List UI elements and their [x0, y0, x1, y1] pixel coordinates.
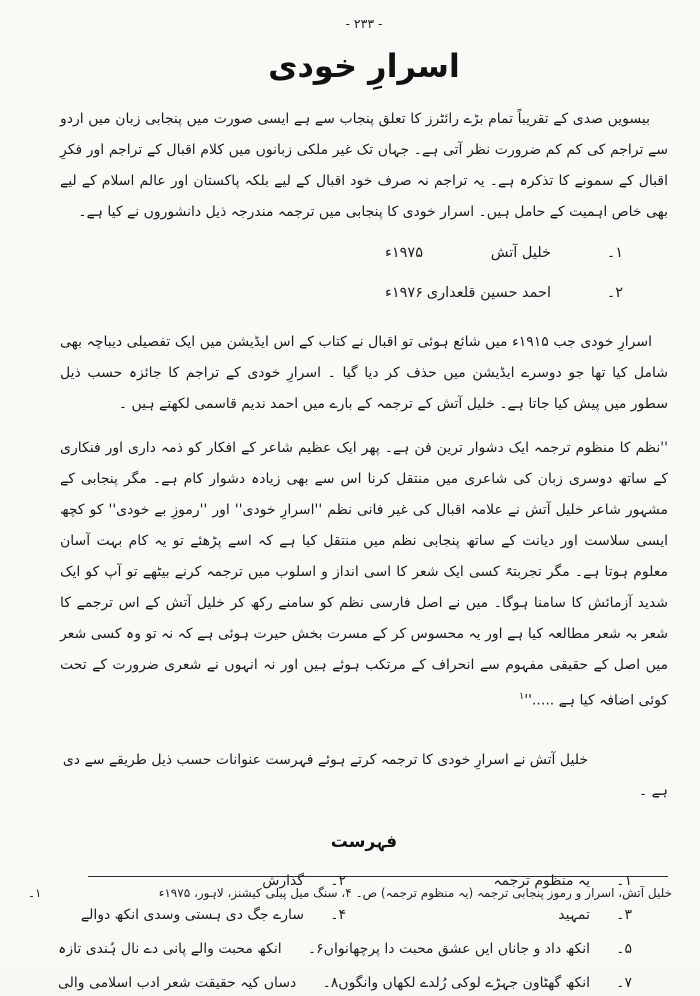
contents-item-number: ۴۔ — [330, 906, 346, 923]
translator-year: ۱۹۷۶ء — [385, 285, 423, 301]
footnote-reference: ۱ — [518, 691, 525, 702]
closing-line: خلیل آتش نے اسرارِ خودی کا ترجمہ کرتے ہوئے فہرست عنوانات حسب ذیل طریقے سے دی ہے ۔ — [62, 751, 668, 799]
contents-item — [58, 970, 338, 996]
contents-item-label: انکھ داد و جاناں ایں عشق محبت دا پرچھانواں — [323, 940, 590, 957]
contents-item-number: ۳۔ — [616, 906, 632, 923]
contents-row — [60, 902, 632, 928]
contents-item — [324, 936, 632, 962]
footnote-section — [0, 876, 700, 902]
contents-row — [57, 970, 632, 996]
intro-paragraph: بیسویں صدی کے تقریباً تمام بڑے رائٹرز کا تعلق پنجاب سے ہے ایسی صورت میں پنجابی زبان میں اردو سے تراجم کی کم کم ضرورت نظر آتی ہے۔ جہاں تک غیر ملکی زبانوں میں کلام اقبال کے تراجم اور فکرِ اقبال کے سمونے کا تذکرہ ہے۔ یہ تراجم نہ صرف خود اقبال کے لیے بلکہ پاکستان اور عالم اسلام کے لیے بھی خاص اہمیت کے حامل ہیں۔ اسرار خودی کا پنجابی میں ترجمہ مندرجہ ذیل دانشوروں نے کیا ہے۔ — [60, 111, 668, 220]
translator-name: احمد حسین قلعداری — [426, 285, 551, 301]
contents-item — [58, 936, 324, 962]
translator-row — [60, 285, 623, 313]
contents-item-label: تمہید — [558, 906, 590, 923]
contents-item-label: انکھ محبت والے پانی دے نال ہُندی تازہ — [58, 940, 282, 957]
contents-item — [346, 902, 632, 928]
contents-item — [338, 970, 632, 996]
contents-item-label: سارے جگ دی ہستی وسدی انکھ دوالے — [80, 906, 304, 923]
translator-row — [60, 245, 623, 273]
contents-item-number: ۱۔ — [616, 872, 632, 889]
contents-item-label: دساں کیہ حقیقت شعر ادب اسلامی والی — [57, 974, 297, 991]
page-title: اسرارِ خودی — [268, 47, 460, 85]
translator-name: خلیل آتش — [490, 245, 551, 261]
contents-item-number: ۸۔ — [322, 974, 339, 991]
contents-item-label: انکھ گھٹاون جہڑے لوکی رُلدے لکھاں وانگوں — [338, 974, 590, 991]
translator-number: ۱۔ — [606, 245, 623, 261]
page-number: - ۲۳۳ - — [345, 16, 383, 31]
contents-item-label: یہ منظوم ترجمہ — [493, 872, 590, 889]
contents-item — [60, 902, 346, 928]
translator-list — [60, 245, 668, 313]
translator-number: ۲۔ — [606, 285, 623, 301]
footnote — [0, 877, 700, 902]
contents-item-number: ۷۔ — [616, 974, 632, 991]
quote-text: ''نظم کا منظوم ترجمہ ایک دشوار ترین فن ہے۔ پھر ایک عظیم شاعر کے افکار کو ذمہ داری اور فنکاری کے ساتھ دوسری زبان کی شاعری میں منتقل کرنا اس سے بھی زیادہ دشوار کام ہے۔ مگر پنجابی کے مشہور شاعر خلیل آتش نے علامہ اقبال کی غیر فانی نظم ''اسرارِ خودی'' اور ''رموزِ بے خودی'' کو کچھ ایسی سلاست اور دیانت کے ساتھ پنجابی نظم میں منتقل کیا ہے کہ اسے پڑھئے تو یہ کام بہت آسان معلوم ہوتا ہے۔ مگر تجربتہً کسی ایک شعر کا اسی انداز و اسلوب میں ترجمہ کرنے بیٹھے تو آپ کو ایک شدید آزمائش کا سامنا ہوگا۔ میں نے اصل فارسی نظم کو سامنے رکھ کر خلیل آتش کے اس ترجمے کا شعر بہ شعر مطالعہ کیا ہے اور یہ محسوس کر کے مسرت بخش حیرت ہوئی ہے کہ نہ تو وہ کسی شعر میں اصل کے حقیقی مفہوم سے انحراف کے مرتکب ہوئے ہیں اور نہ انہوں نے شعری ضرورت کے تحت کوئی اضافہ کیا ہے .....'' — [60, 440, 668, 709]
contents-item-number: ۲۔ — [330, 872, 346, 889]
second-paragraph: اسرارِ خودی جب ۱۹۱۵ء میں شائع ہوئی تو اقبال نے کتاب کے اس ایڈیشن میں ایک تفصیلی دیباچہ بھی شامل کیا تھا جو دوسرے ایڈیشن میں حذف کر دیا گیا ۔ اسرارِ خودی کے تراجم کا جائزہ حسب ذیل سطور میں پیش کیا جاتا ہے۔ خلیل آتش کے ترجمہ کے بارے میں احمد ندیم قاسمی لکھتے ہیں ۔ — [60, 334, 668, 412]
contents-row — [60, 936, 632, 962]
translator-year: ۱۹۷۵ء — [385, 245, 423, 261]
footnote-number: ۱۔ — [28, 886, 42, 900]
contents-item-number: ۶۔ — [307, 940, 324, 957]
contents-item-number: ۵۔ — [616, 940, 632, 957]
contents-heading: فہرست — [330, 831, 398, 852]
footnote-text: خلیل آتش، اسرار و رموز پنجابی ترجمہ (یہ منظوم ترجمہ) ص۔ ۴، سنگ میل پبلی کیشنز، لاہور، ۱۹۷۵ء — [158, 886, 672, 900]
contents-item-label: گذارش — [262, 872, 304, 889]
quote-paragraph — [60, 433, 668, 717]
